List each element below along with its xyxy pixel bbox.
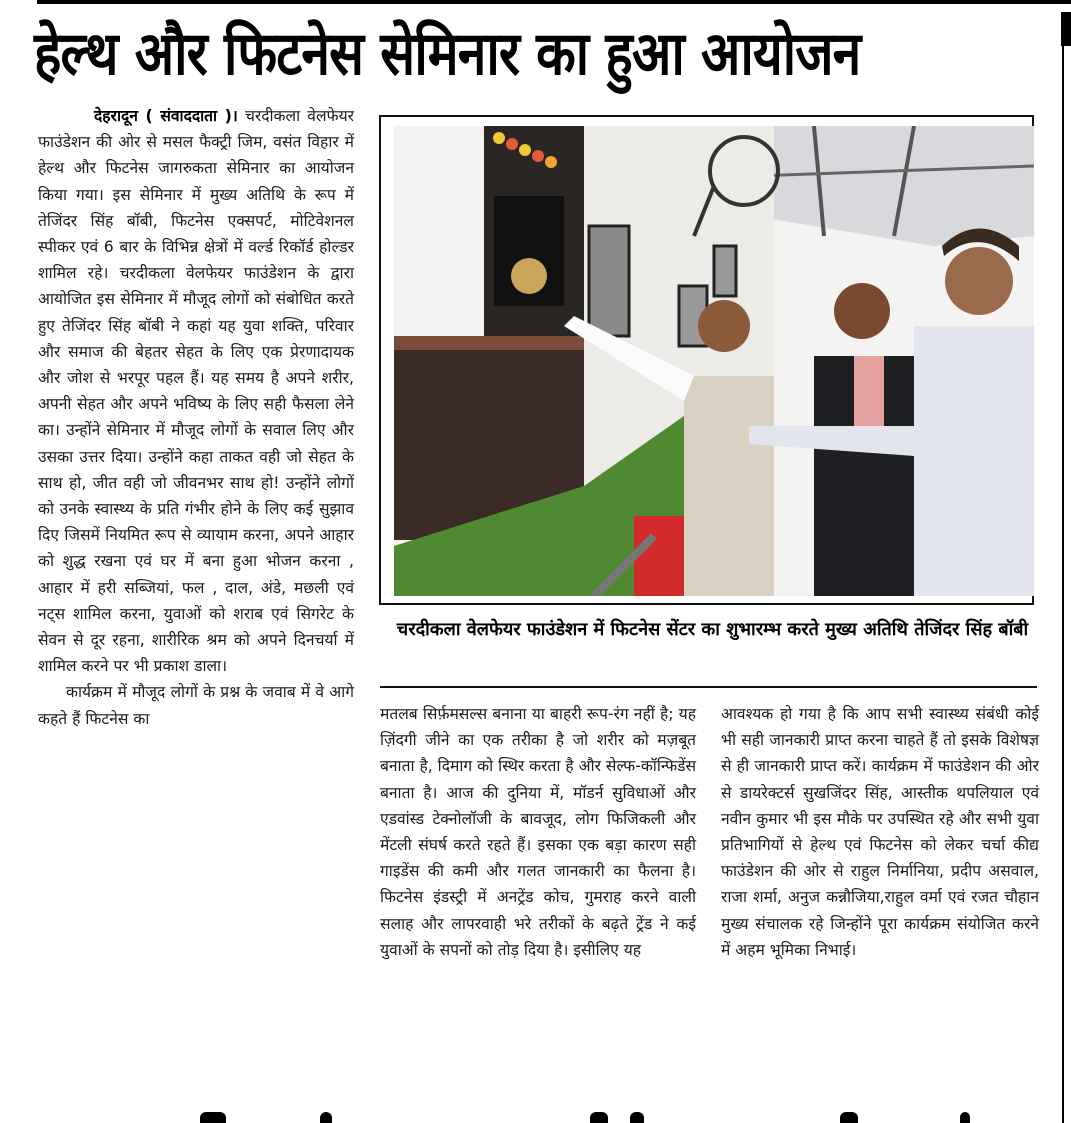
man-1-head: [698, 300, 750, 352]
man-vest: [684, 376, 774, 596]
column-rule: [1062, 46, 1064, 1123]
shelf: [394, 336, 584, 350]
next-headline-fragment: [320, 1112, 332, 1123]
event-photo: [394, 126, 1034, 596]
caption-rule: [380, 686, 1037, 688]
top-rule: [37, 0, 1071, 4]
photo-illustration: [394, 126, 1034, 596]
column-2-text: मतलब सिर्फ़मसल्स बनाना या बाहरी रूप-रंग नहीं है; यह ज़िंदगी जीने का एक तरीका है जो शरीर को मज़बूत बनाता है, दिमाग को स्थिर करता है और सेल्फ-कॉन्फिडेंस बनाता है। आज की दुनिया में, मॉडर्न सुविधाओं और एडवांस्ड टेक्नोलॉजी के बावजूद, लोग फिजिकली और मेंटली संघर्ष करते रहते हैं। इसका एक बड़ा कारण सही गाइडेंस की कमी और गलत जानकारी का फैलना है। फिटनेस इंडस्ट्री में अनट्रेंड कोच, गुमराह करने वाली सलाह और लापरवाही भरे तरीकों के बढ़ते ट्रेंड ने कई युवाओं के सपनों को तोड़ दिया है। इसीलिए यह: [380, 705, 696, 959]
red-gym-equipment: [634, 516, 684, 596]
man-3-shirt: [914, 326, 1034, 596]
photo-caption: चरदीकला वेलफेयर फाउंडेशन में फिटनेस सेंटर का शुभारम्भ करते मुख्य अतिथि तेजिंदर सिंह बॉबी: [396, 619, 1029, 640]
article-column-3: [721, 701, 1039, 963]
next-headline-fragment: [200, 1112, 226, 1123]
next-headline-fragment: [960, 1112, 970, 1123]
framed-photo: [589, 226, 629, 336]
next-headline-fragment: [590, 1112, 608, 1123]
column-rule-block: [1061, 12, 1071, 46]
paragraph-2: कार्यक्रम में मौजूद लोगों के प्रश्न के जवाब में वे आगे कहते हैं फिटनेस का: [38, 683, 354, 728]
man-3-head: [945, 247, 1013, 315]
next-headline-fragment: [840, 1112, 858, 1123]
article-column-2: [380, 701, 696, 963]
ganesha-idol: [511, 258, 547, 294]
paragraph-1-text: चरदीकला वेलफेयर फाउंडेशन की ओर से मसल फैक्ट्री जिम, वसंत विहार में हेल्थ और फिटनेस जागरुकता सेमिनार का आयोजन किया गया। इस सेमिनार में मुख्य अतिथि के रूप में तेजिंदर सिंह बॉबी, फिटनेस एक्सपर्ट, मोटिवेशनल स्पीकर एवं 6 बार के विभिन्न क्षेत्रों में वर्ल्ड रिकॉर्ड होल्डर शामिल रहे। चरदीकला वेलफेयर फाउंडेशन के द्वारा आयोजित इस सेमिनार में मौजूद लोगों को संबोधित करते हुए तेजिंदर सिंह बॉबी ने कहां यह युवा शक्ति, परिवार और समाज की बेहतर सेहत के लिए एक प्रेरणादायक और जोश से भरपूर पहल हैं। यह समय है अपने शरीर, अपनी सेहत और अपने भविष्य के लिए सही फैसला लेने का। उन्होंने सेमिनार में मौजूद लोगों के सवाल लिए और उसका उत्तर दिया। उन्होंने कहा ताकत वही जो सेहत के साथ हो, जीत वही जो जीवनभर साथ हो! उन्होंने लोगों को उनके स्वास्थ्य के प्रति गंभीर होने के लिए कई सुझाव दिए जिसमें नियमित रूप से व्यायाम करना, अपने आहार को शुद्ध रखना एवं घर में बना हुआ भोजन करना , आहार में हरी सब्जियां, फल , दाल, अंडे, मछली एवं नट्स शामिल करना, युवाओं को शराब एवं सिगरेट के सेवन से दूर रहना, शारीरिक श्रम को अपने दिनचर्या में शामिल करने पर भी प्रकाश डाला।: [38, 107, 354, 676]
article-column-1: [38, 103, 354, 732]
dateline: देहरादून ( संवाददाता )।: [94, 107, 238, 125]
man-2-head: [834, 283, 890, 339]
next-headline-fragment: [630, 1112, 644, 1123]
paragraph-1: [38, 103, 354, 679]
column-3-text: आवश्यक हो गया है कि आप सभी स्वास्थ्य संबंधी कोई भी सही जानकारी प्राप्त करना चाहते हैं तो इसके विशेषज्ञ से ही जानकारी प्राप्त करें। कार्यक्रम में फाउंडेशन की ओर से डायरेक्टर्स सुखजिंदर सिंह, आस्तीक थपलियाल एवं नवीन कुमार भी इस मौके पर उपस्थित रहे और सभी युवा प्रतिभागियों से हेल्थ एवं फिटनेस को लेकर चर्चा कीद्य फाउंडेशन की ओर से राहुल निर्मानिया, प्रदीप असवाल, राजा शर्मा, अनुज कन्नौजिया,राहुल वर्मा एवं रजत चौहान मुख्य संचालक रहे जिन्होंने पूरा कार्यक्रम संयोजित करने में अहम भूमिका निभाई।: [721, 705, 1039, 959]
headline: हेल्थ और फिटनेस सेमिनार का हुआ आयोजन: [34, 19, 861, 89]
